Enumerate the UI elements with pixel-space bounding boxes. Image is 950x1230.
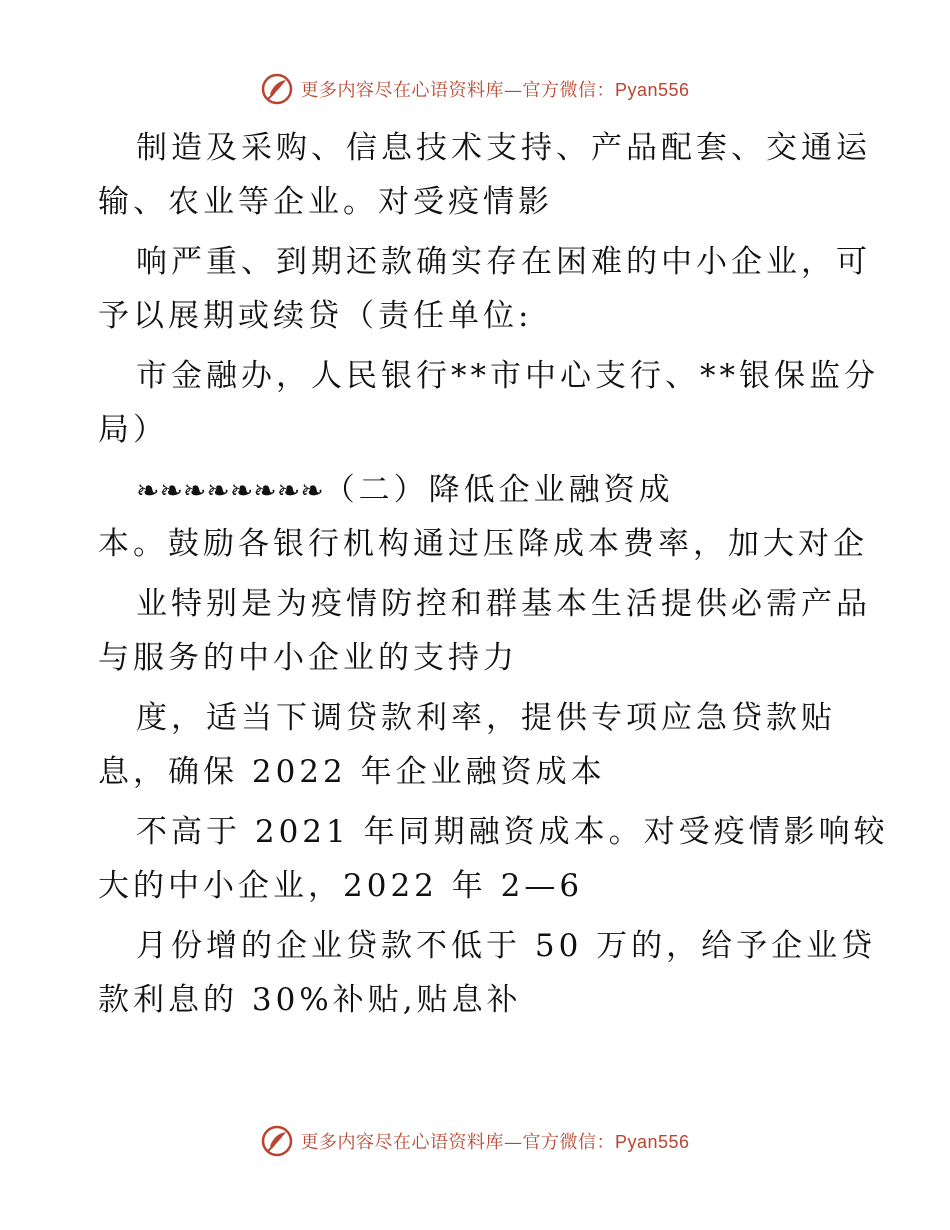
body-line: 予以展期或续贷（责任单位: bbox=[98, 298, 533, 334]
watermark-logo-icon bbox=[260, 1124, 294, 1158]
footer-watermark-text bbox=[300, 1128, 689, 1154]
watermark-logo-icon bbox=[260, 72, 294, 106]
section-heading-line bbox=[98, 463, 858, 517]
body-line: 度，适当下调贷款利率，提供专项应急贷款贴 bbox=[136, 700, 836, 736]
body-line: 息，确保 2022 年企业融资成本 bbox=[98, 754, 606, 790]
section-heading-text: （二）降低企业融资成 bbox=[323, 472, 674, 508]
footer-watermark bbox=[0, 1124, 950, 1158]
header-watermark bbox=[0, 72, 950, 106]
body-line: 业特别是为疫情防控和群基本生活提供必需产品 bbox=[136, 586, 871, 622]
ornament-glyphs: ❧❧❧❧❧❧❧❧ bbox=[136, 474, 324, 507]
header-watermark-text bbox=[300, 76, 689, 102]
body-line: 响严重、到期还款确实存在困难的中小企业，可 bbox=[136, 244, 871, 280]
footer-watermark-handle: Pyan556 bbox=[614, 1132, 690, 1152]
body-line: 与服务的中小企业的支持力 bbox=[98, 640, 518, 676]
document-body bbox=[98, 121, 889, 1027]
body-line: 局） bbox=[98, 412, 168, 448]
body-line: 月份增的企业贷款不低于 50 万的，给予企业贷 bbox=[136, 928, 877, 964]
body-line: 市金融办，人民银行**市中心支行、**银保监分 bbox=[136, 358, 879, 394]
body-line: 大的中小企业，2022 年 2—6 bbox=[98, 868, 584, 904]
body-line: 款利息的 30%补贴,贴息补 bbox=[98, 982, 522, 1018]
header-watermark-handle: Pyan556 bbox=[614, 80, 690, 100]
body-line: 输、农业等企业。对受疫情影 bbox=[98, 184, 553, 220]
body-line: 制造及采购、信息技术支持、产品配套、交通运 bbox=[136, 130, 871, 166]
header-watermark-label: 更多内容尽在心语资料库—官方微信： bbox=[300, 80, 615, 101]
footer-watermark-label: 更多内容尽在心语资料库—官方微信： bbox=[300, 1132, 615, 1153]
body-line: 本。鼓励各银行机构通过压降成本费率，加大对企 bbox=[98, 526, 868, 562]
body-line: 不高于 2021 年同期融资成本。对受疫情影响较 bbox=[136, 814, 889, 850]
